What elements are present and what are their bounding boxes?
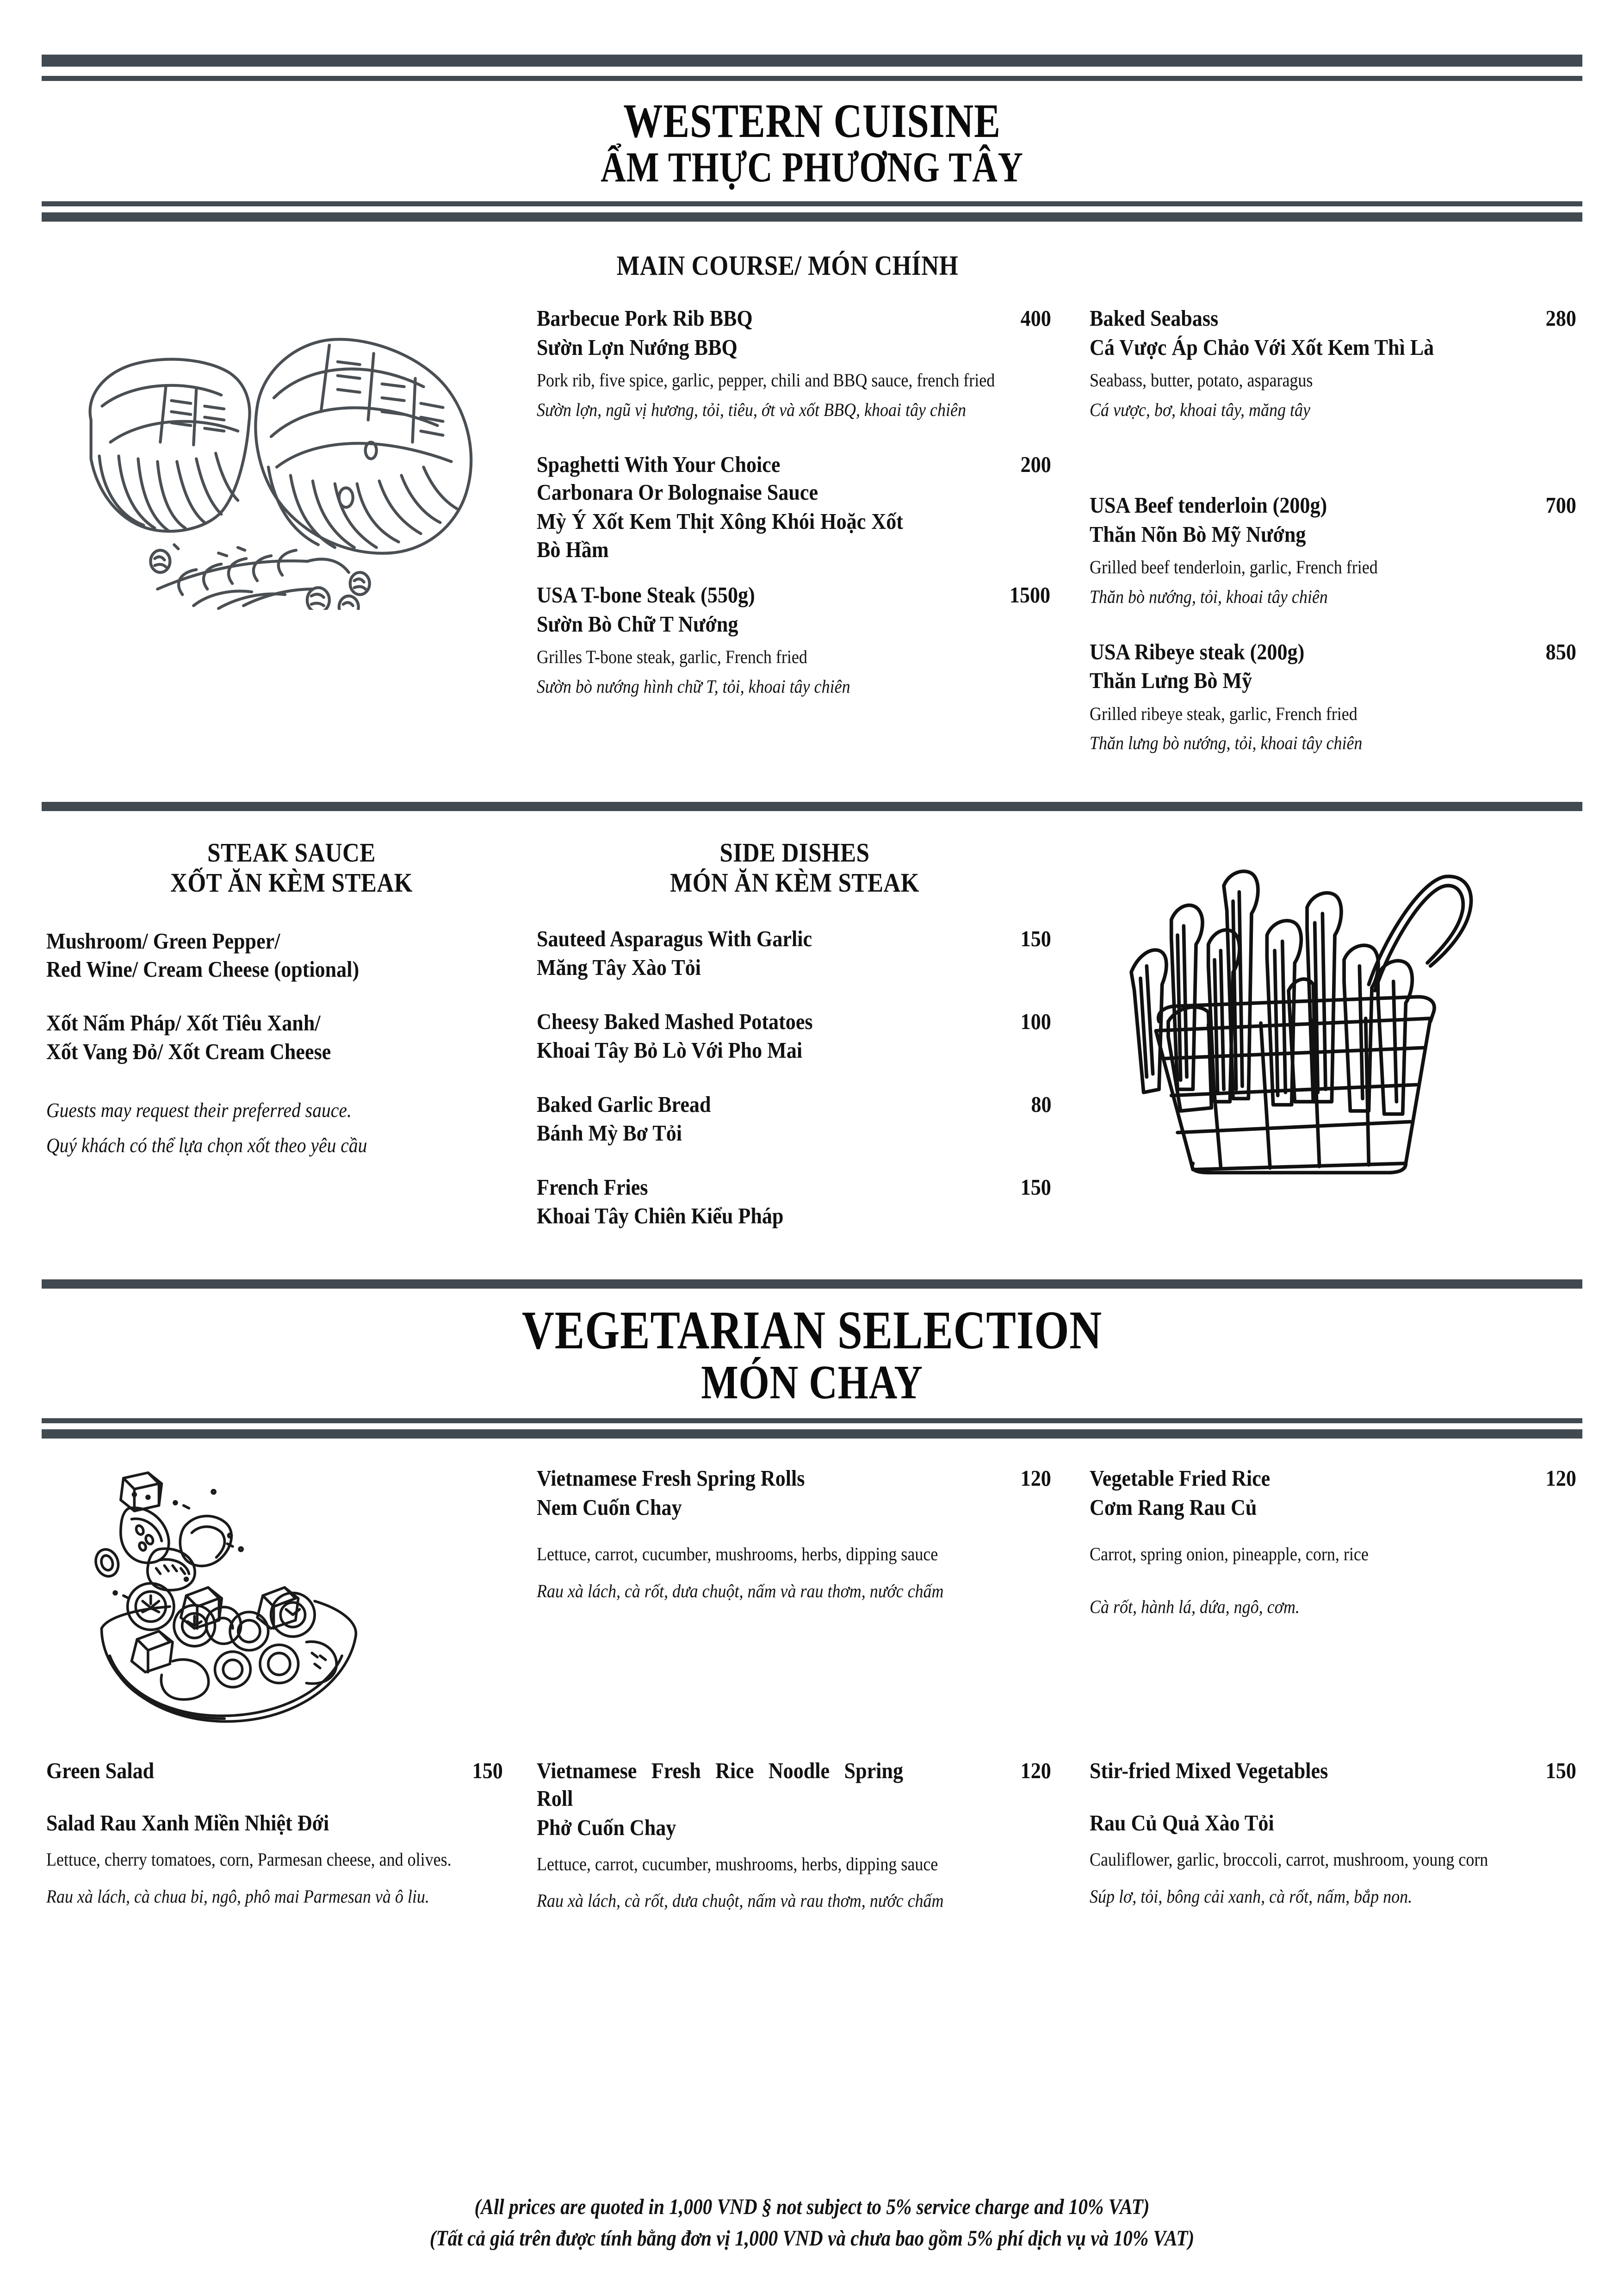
- main-course-heading: MAIN COURSE/ MÓN CHÍNH: [616, 250, 959, 281]
- menu-item: [537, 1464, 1053, 1603]
- item-name-vi: Salad Rau Xanh Miền Nhiệt Đới: [46, 1810, 329, 1836]
- western-cuisine-banner: [0, 81, 1624, 201]
- item-name: USA T-bone Steak (550g): [537, 582, 755, 608]
- steak-sauce-column: [46, 838, 537, 1249]
- item-name: Cheesy Baked Mashed Potatoes: [537, 1008, 813, 1034]
- divider-top-inner: [42, 76, 1582, 81]
- item-description-vi: Rau xà lách, cà rốt, dưa chuột, nấm và rau thơm, nước chấm: [537, 1580, 944, 1601]
- menu-item: [537, 1008, 1053, 1065]
- item-price: 120: [1545, 1465, 1576, 1491]
- vegetarian-row1-mid: [537, 1464, 1080, 1728]
- item-price: 80: [1031, 1091, 1052, 1117]
- item-description-en: Lettuce, carrot, cucumber, mushrooms, herbs, dipping sauce: [537, 1544, 938, 1565]
- item-description-en: Grilles T-bone steak, garlic, French fried: [537, 646, 807, 668]
- menu-item: [537, 1757, 1053, 1913]
- fries-basket-icon: [1113, 843, 1483, 1176]
- item-description-vi: Sườn lợn, ngũ vị hương, tỏi, tiêu, ớt và xốt BBQ, khoai tây chiên: [537, 399, 966, 420]
- steak-sauce-line2-en: Red Wine/ Cream Cheese (optional): [46, 956, 360, 982]
- vegetarian-row2-left: [46, 1757, 537, 1927]
- menu-item: [1090, 1464, 1578, 1619]
- item-name: Vietnamese Fresh Spring Rolls: [537, 1465, 805, 1491]
- item-description-en: Carrot, spring onion, pineapple, corn, rice: [1090, 1544, 1369, 1565]
- item-description-vi: Thăn lưng bò nướng, tỏi, khoai tây chiên: [1090, 732, 1363, 754]
- item-name: Stir-fried Mixed Vegetables: [1090, 1758, 1328, 1784]
- steak-sauce-heading-en: STEAK SAUCE: [207, 837, 376, 868]
- disclaimer-line-vi: (Tất cả giá trên được tính bằng đơn vị 1,000 VND và chưa bao gồm 5% phí dịch vụ và 10% VAT): [429, 2226, 1195, 2251]
- item-name-vi: Rau Củ Quả Xào Tỏi: [1090, 1810, 1274, 1836]
- item-price: 400: [1020, 305, 1051, 331]
- item-description-vi: Rau xà lách, cà rốt, dưa chuột, nấm và rau thơm, nước chấm: [537, 1890, 944, 1911]
- side-dishes-heading-vi: MÓN ĂN KÈM STEAK: [670, 867, 919, 898]
- steak-sauce-line1-en: Mushroom/ Green Pepper/: [46, 928, 280, 954]
- item-name: USA Ribeye steak (200g): [1090, 639, 1305, 664]
- salad-bowl-icon: [88, 1464, 375, 1728]
- vegetarian-title-vi: MÓN CHAY: [701, 1356, 923, 1409]
- menu-item: [537, 581, 1053, 699]
- divider-veg-top: [42, 1279, 1582, 1289]
- menu-item: [1090, 491, 1578, 609]
- item-description-en: Pork rib, five spice, garlic, pepper, chili and BBQ sauce, french fried: [537, 370, 995, 391]
- disclaimer-line-en: (All prices are quoted in 1,000 VND § not subject to 5% service charge and 10% VAT): [474, 2194, 1150, 2219]
- item-description-vi: Sườn bò nướng hình chữ T, tỏi, khoai tây chiên: [537, 676, 850, 697]
- vegetarian-row2-mid: [537, 1757, 1080, 1932]
- item-description-vi: Súp lơ, tỏi, bông cải xanh, cà rốt, nấm, bắp non.: [1090, 1886, 1413, 1907]
- item-price: 150: [1545, 1758, 1576, 1784]
- item-name-vi: Bánh Mỳ Bơ Tỏi: [537, 1120, 682, 1146]
- item-name-vi: Thăn Nõn Bò Mỹ Nướng: [1090, 521, 1306, 547]
- divider-banner-bottom-outer: [42, 212, 1582, 222]
- item-name-vi: Sườn Lợn Nướng BBQ: [537, 334, 738, 360]
- main-course-right-items: [1080, 304, 1578, 774]
- divider-top-outer: [42, 55, 1582, 67]
- item-name: Barbecue Pork Rib BBQ: [537, 305, 753, 331]
- item-name: Baked Garlic Bread: [537, 1091, 711, 1117]
- item-name-vi: Cơm Rang Rau Củ: [1090, 1494, 1257, 1520]
- item-description-en: Grilled beef tenderloin, garlic, French fried: [1090, 557, 1378, 578]
- item-description-vi: Rau xà lách, cà chua bi, ngô, phô mai Parmesan và ô liu.: [46, 1886, 429, 1907]
- item-name-vi: Thăn Lưng Bò Mỹ: [1090, 668, 1252, 694]
- vegetarian-banner: [0, 1289, 1624, 1418]
- item-description-en: Grilled ribeye steak, garlic, French fried: [1090, 703, 1357, 724]
- item-name-vi: Nem Cuốn Chay: [537, 1494, 682, 1520]
- item-name-vi: Sườn Bò Chữ T Nướng: [537, 611, 738, 637]
- vegetarian-row-2: [0, 1757, 1624, 1932]
- main-course-left-items: [537, 304, 1080, 774]
- side-dishes-column: [537, 838, 1080, 1249]
- steak-sauce-note-vi: Quý khách có thể lựa chọn xốt theo yêu cầu: [46, 1134, 367, 1157]
- vegetarian-row1-right: [1080, 1464, 1578, 1728]
- divider-sauce-section: [42, 802, 1582, 811]
- item-price: 150: [1020, 925, 1051, 951]
- item-name-vi: Măng Tây Xào Tỏi: [537, 955, 701, 980]
- item-name: French Fries: [537, 1174, 648, 1200]
- menu-item: [537, 304, 1053, 422]
- salad-bowl-illustration-column: [46, 1464, 537, 1728]
- menu-item: [46, 1757, 504, 1909]
- sauce-sides-grid: [0, 838, 1624, 1249]
- vegetarian-row2-right: [1080, 1757, 1578, 1927]
- item-price: 150: [1020, 1174, 1051, 1200]
- vegetarian-title-en: VEGETARIAN SELECTION: [522, 1299, 1102, 1360]
- item-price: 120: [1020, 1758, 1051, 1784]
- menu-item: [537, 1091, 1053, 1148]
- item-price: 100: [1020, 1008, 1051, 1034]
- menu-item: [1090, 1757, 1578, 1909]
- item-price: 1500: [1009, 582, 1051, 608]
- item-price: 850: [1545, 639, 1576, 664]
- item-name-vi: Khoai Tây Bỏ Lò Với Pho Mai: [537, 1037, 803, 1063]
- item-name: Spaghetti With Your Choice Carbonara Or Bolognaise Sauce: [537, 452, 818, 505]
- divider-veg-bottom-outer: [42, 1429, 1582, 1439]
- item-name-vi: Phở Cuốn Chay: [537, 1814, 676, 1840]
- item-price: 120: [1020, 1465, 1051, 1491]
- item-name: Vegetable Fried Rice: [1090, 1465, 1271, 1491]
- western-title-vi: ẨM THỰC PHƯƠNG TÂY: [601, 143, 1023, 191]
- item-description-en: Seabass, butter, potato, asparagus: [1090, 370, 1313, 391]
- fries-basket-illustration-column: [1080, 838, 1578, 1249]
- item-price: 150: [472, 1758, 503, 1784]
- item-description-en: Lettuce, carrot, cucumber, mushrooms, herbs, dipping sauce: [537, 1853, 938, 1874]
- item-name: Baked Seabass: [1090, 305, 1219, 331]
- pork-ribs-icon: [74, 323, 490, 610]
- main-course-grid: [0, 304, 1624, 774]
- item-description-en: Cauliflower, garlic, broccoli, carrot, mushroom, young corn: [1090, 1849, 1488, 1870]
- menu-item: [537, 925, 1053, 982]
- price-disclaimer: [0, 2191, 1624, 2254]
- menu-item: [537, 1173, 1053, 1230]
- menu-item: [1090, 638, 1578, 756]
- pork-ribs-illustration-column: [46, 304, 537, 774]
- western-title-en: WESTERN CUISINE: [623, 94, 1001, 148]
- item-description-en: Lettuce, cherry tomatoes, corn, Parmesan cheese, and olives.: [46, 1849, 452, 1870]
- vegetarian-row-1: [0, 1464, 1624, 1728]
- item-description-vi: Cá vược, bơ, khoai tây, măng tây: [1090, 399, 1310, 420]
- item-description-vi: Thăn bò nướng, tỏi, khoai tây chiên: [1090, 586, 1328, 607]
- menu-item: [1090, 304, 1578, 422]
- item-name: Vietnamese Fresh Rice Noodle Spring Roll: [537, 1758, 903, 1811]
- item-price: 280: [1545, 305, 1576, 331]
- item-name-vi: Mỳ Ý Xốt Kem Thịt Xông Khói Hoặc Xốt Bò Hầm: [537, 508, 903, 563]
- item-name-vi: Khoai Tây Chiên Kiểu Pháp: [537, 1203, 784, 1229]
- divider-veg-bottom-inner: [42, 1418, 1582, 1423]
- item-name: USA Beef tenderloin (200g): [1090, 492, 1327, 518]
- steak-sauce-line1-vi: Xốt Nấm Pháp/ Xốt Tiêu Xanh/: [46, 1010, 321, 1036]
- menu-item: [537, 451, 1053, 564]
- item-name-vi: Cá Vược Áp Chảo Với Xốt Kem Thì Là: [1090, 334, 1434, 360]
- item-name: Green Salad: [46, 1758, 155, 1784]
- item-description-vi: Cà rốt, hành lá, dứa, ngô, cơm.: [1090, 1596, 1300, 1617]
- item-price: 200: [1020, 452, 1051, 478]
- steak-sauce-note-en: Guests may request their preferred sauce.: [46, 1098, 352, 1122]
- steak-sauce-heading-vi: XỐT ĂN KÈM STEAK: [170, 867, 413, 898]
- divider-banner-bottom-inner: [42, 201, 1582, 206]
- steak-sauce-line2-vi: Xốt Vang Đỏ/ Xốt Cream Cheese: [46, 1038, 331, 1064]
- item-price: 700: [1545, 492, 1576, 518]
- side-dishes-heading-en: SIDE DISHES: [719, 837, 870, 868]
- item-name: Sauteed Asparagus With Garlic: [537, 925, 812, 951]
